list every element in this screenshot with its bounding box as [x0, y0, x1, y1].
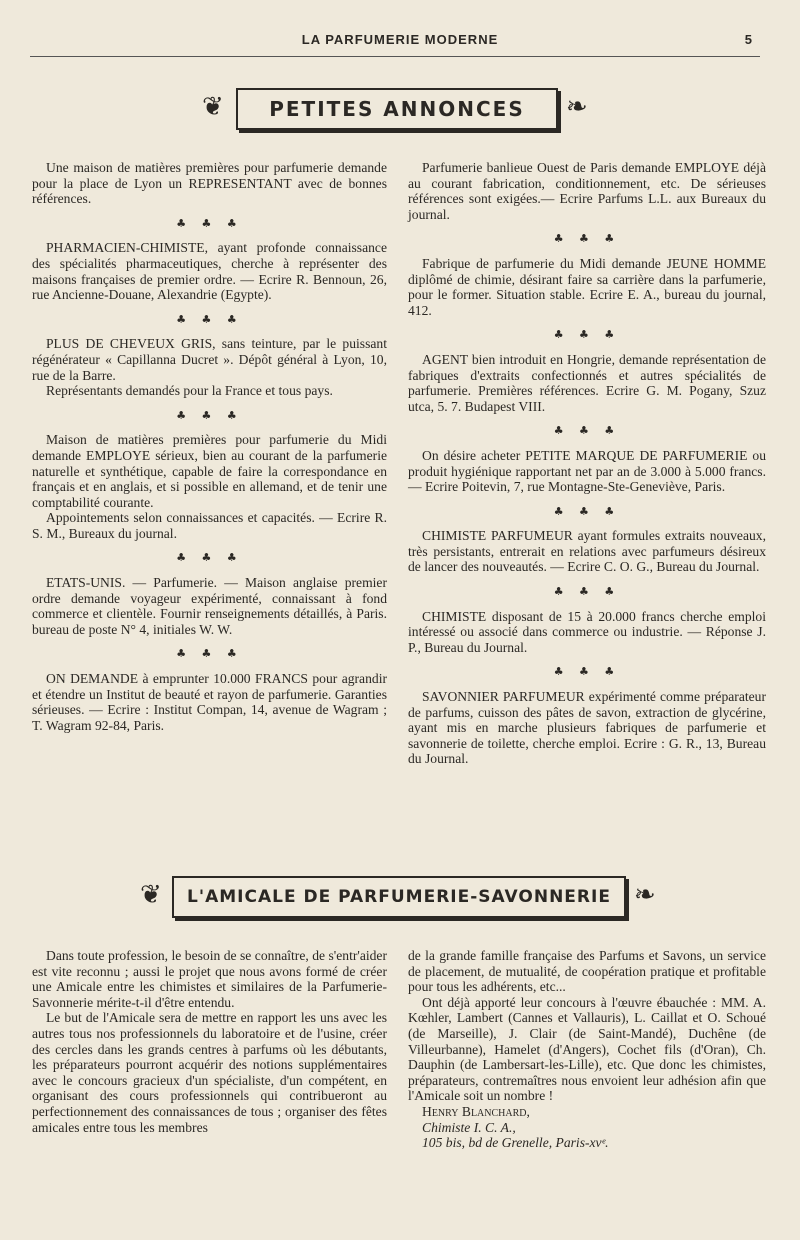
fleuron-right-icon: ❧ — [634, 880, 656, 910]
signature-address: 105 bis, bd de Grenelle, Paris-xvᵉ. — [422, 1135, 609, 1151]
ad-item: PLUS DE CHEVEUX GRIS, sans teinture, par le puissant régénérateur « Capillanna Ducret ». Dépôt général à Lyon, 10, rue de la Barre. — [32, 336, 387, 383]
ad-item: SAVONNIER PARFUMEUR expérimenté comme préparateur de parfums, cuisson des pâtes de savon, extraction de glycérine, ayant mis en marche plusieurs fabriques de parfumerie et savonnerie de toilette, cherche emploi. Ecrire : G. R., 13, Bureau du Journal. — [408, 689, 766, 767]
ornament-divider: ♣ ♣ ♣ — [176, 408, 243, 422]
ornament-divider: ♣ ♣ ♣ — [553, 585, 621, 599]
ad-item: Appointements selon connaissances et capacités. — Ecrire R. S. M., Bureaux du journal. — [32, 510, 387, 541]
page-number: 5 — [744, 32, 752, 47]
ad-item: Parfumerie banlieue Ouest de Paris demande EMPLOYE déjà au courant fabrication, conditionnement, etc. De sérieuses références sont exigées.— Ecrire Parfums L.L. aux Bureaux du journal. — [408, 160, 766, 222]
signature-name: Henry Blanchard, — [422, 1103, 530, 1119]
banner-frame — [172, 876, 626, 918]
ornament-divider: ♣ ♣ ♣ — [553, 328, 621, 342]
ornament-divider: ♣ ♣ ♣ — [553, 424, 621, 438]
journal-title: LA PARFUMERIE MODERNE — [301, 32, 499, 47]
petites-annonces-banner — [0, 78, 800, 138]
signature-title: Chimiste I. C. A., — [422, 1119, 516, 1135]
amicale-banner — [0, 866, 800, 926]
article-paragraph: Ont déjà apporté leur concours à l'œuvre ébauchée : MM. A. Kœhler, Lambert (Cannes et Vallauris), L. Caillat et O. Schoué (de Marseille), J. Clair (de Saint-Mandé), Duchêne (de Villeurbanne), Hamelet (d'Angers), Cochet fils (d'Oran), Ch. Dauphin (de Lambersart-les-Lille), etc. Que donc les chimistes, préparateurs, contremaîtres nous envoient leur adhésion afin que l'Amicale soit un nombre ! — [408, 994, 766, 1104]
ad-item: Maison de matières premières pour parfumerie du Midi demande EMPLOYE sérieux, bien au courant de la parfumerie naturelle et synthétique, capable de faire la correspondance en français et en anglais, et si possible en allemand, et de tenir une comptabilité courante. — [32, 432, 387, 510]
ads-left-column — [32, 160, 387, 733]
article-left-column — [32, 948, 387, 1135]
ad-item: AGENT bien introduit en Hongrie, demande représentation de fabriques d'extraits confectionnés et autres spécialités de parfumerie. Premières références. Ecrire G. M. Pogany, Szuz utca, 5. 7. Budapest VIII. — [408, 351, 766, 414]
running-header — [0, 32, 800, 52]
ornament-divider: ♣ ♣ ♣ — [553, 504, 621, 518]
ornament-divider: ♣ ♣ ♣ — [176, 216, 243, 230]
ad-item: PHARMACIEN-CHIMISTE, ayant profonde connaissance des spécialités pharmaceutiques, cherche à représenter des maisons françaises de premier ordre. — Ecrire R. Bennoun, 26, rue Ancienne-Douane, Alexandrie (Egypte). — [32, 240, 387, 303]
section-title: PETITES ANNONCES — [269, 97, 525, 121]
banner-frame — [236, 88, 558, 130]
ad-item: CHIMISTE PARFUMEUR ayant formules extraits nouveaux, très persistants, entrerait en relations avec parfumeurs désireux de lancer des nouveautés. — Ecrire C. O. G., Bureau du Journal. — [408, 528, 766, 575]
ornament-divider: ♣ ♣ ♣ — [553, 232, 621, 246]
ad-item: ON DEMANDE à emprunter 10.000 FRANCS pour agrandir et étendre un Institut de beauté et rayon de parfumerie. Garanties sérieuses. — Ecrire : Institut Compan, 14, avenue de Wagram ; T. Wagram 92-84, Paris. — [32, 671, 387, 733]
header-rule — [30, 56, 760, 57]
ads-right-column — [408, 160, 766, 767]
fleuron-right-icon: ❧ — [566, 92, 588, 122]
article-paragraph: Dans toute profession, le besoin de se connaître, de s'entr'aider est vite reconnu ; aussi le projet que nous avons formé de créer une Amicale entre les chimistes et similaires de la Parfumerie-Savonnerie mérite-t-il d'être entendu. — [32, 948, 387, 1010]
ad-item: Une maison de matières premières pour parfumerie demande pour la place de Lyon un REPRESENTANT avec de bonnes références. — [32, 160, 387, 207]
article-paragraph: Le but de l'Amicale sera de mettre en rapport les uns avec les autres tous nos professionnels du laboratoire et de l'usine, créer des cercles dans les grands centres à parfums où les débutants, les préparateurs pourront acquérir des notions supplémentaires avec le concours gracieux d'un spécialiste, d'un compétent, en organisant des cours professionnels qui contribueront au perfectionnement des connaissances de tous ; organiser des fêtes amicales entre tous les membres — [32, 1010, 387, 1135]
fleuron-left-icon: ❦ — [202, 92, 224, 122]
ad-item: On désire acheter PETITE MARQUE DE PARFUMERIE ou produit hygiénique rapportant net par an de 3.000 à 5.000 francs. — Ecrire Poitevin, 7, rue Montagne-Ste-Geneviève, Paris. — [408, 447, 766, 495]
ornament-divider: ♣ ♣ ♣ — [176, 551, 243, 565]
section-title: L'AMICALE DE PARFUMERIE-SAVONNERIE — [187, 887, 611, 907]
ad-item: CHIMISTE disposant de 15 à 20.000 francs cherche emploi intéressé ou associé dans commerce ou industrie. — Réponse J. P., Bureau du Journal. — [408, 608, 766, 655]
ornament-divider: ♣ ♣ ♣ — [553, 665, 621, 679]
ad-item: ETATS-UNIS. — Parfumerie. — Maison anglaise premier ordre demande voyageur expérimenté, connaissant à fond commerce et clientèle. Fournir renseignements détaillés, à Paris. bureau de poste N° 4, initiales W. W. — [32, 575, 387, 637]
ornament-divider: ♣ ♣ ♣ — [176, 647, 243, 661]
article-right-column — [408, 948, 766, 1151]
ad-item: Représentants demandés pour la France et tous pays. — [46, 383, 333, 399]
ad-item: Fabrique de parfumerie du Midi demande JEUNE HOMME diplômé de chimie, désirant faire sa carrière dans la parfumerie, pour le former. Situation stable. Ecrire E. A., bureau du journal, 412. — [408, 255, 766, 318]
article-paragraph: de la grande famille française des Parfums et Savons, un service de placement, de mutualité, de coopération pratique et profitable pour tous les adhérents, etc... — [408, 948, 766, 995]
fleuron-left-icon: ❦ — [140, 880, 162, 910]
ornament-divider: ♣ ♣ ♣ — [176, 312, 243, 326]
